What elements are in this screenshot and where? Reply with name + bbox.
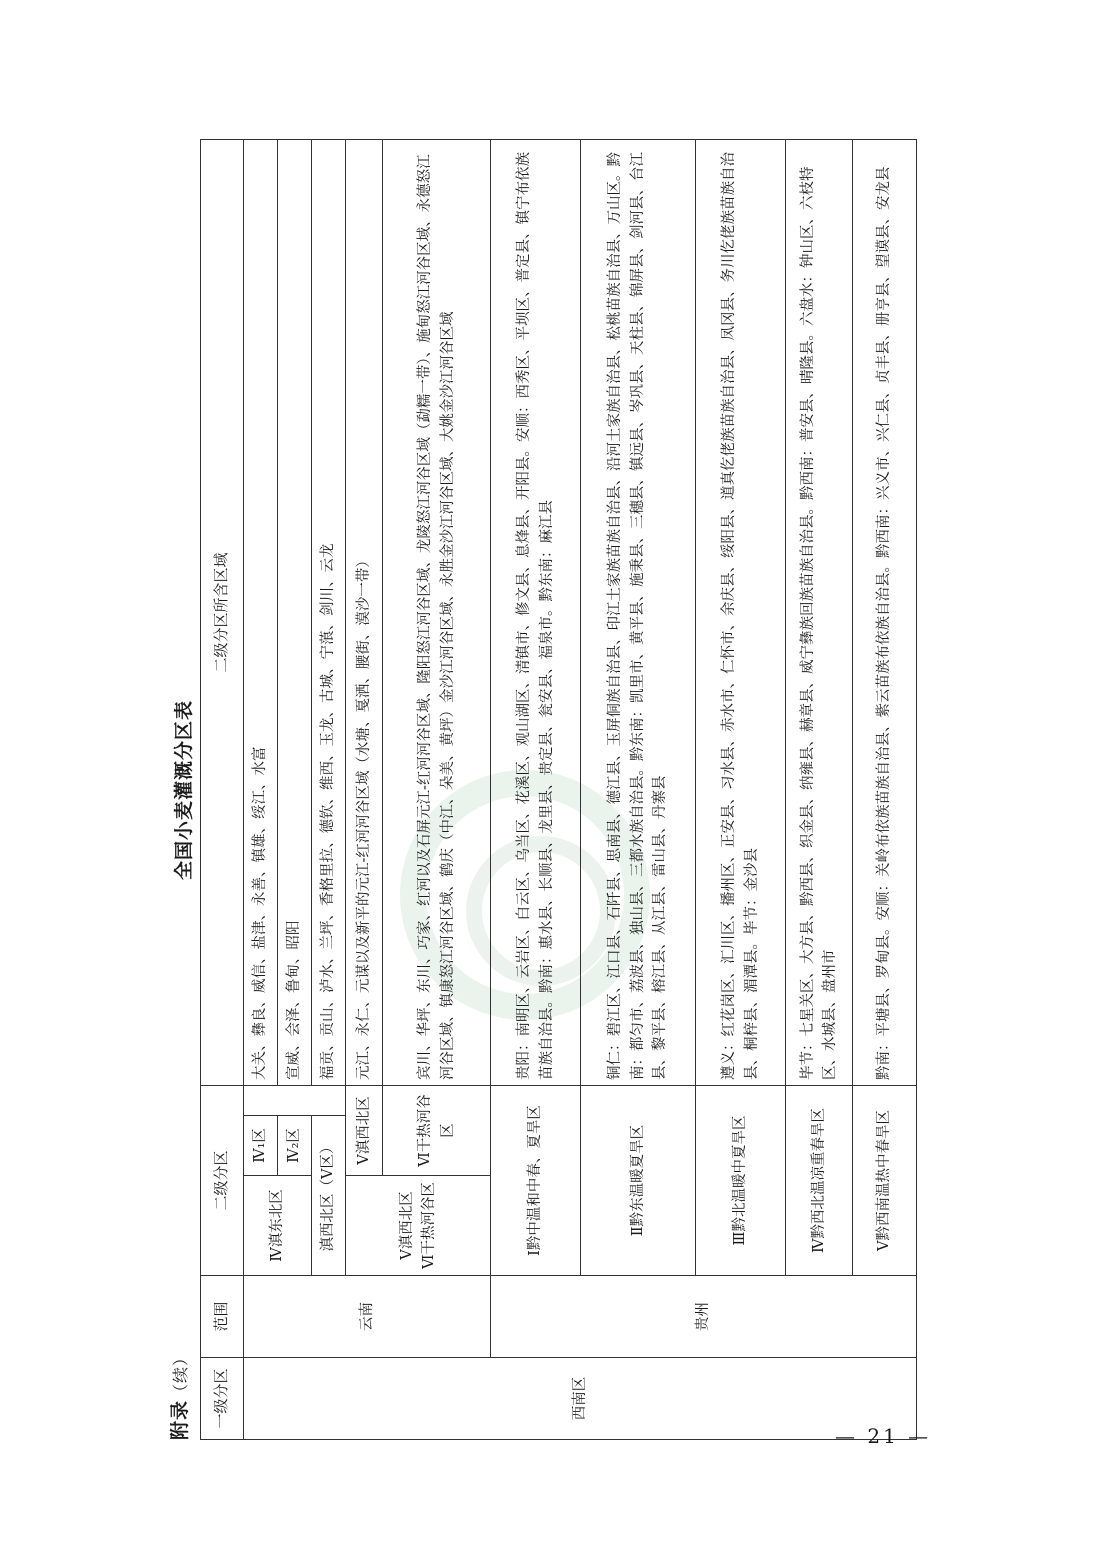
table-row	[346, 140, 383, 1440]
table-row	[581, 140, 696, 1440]
areas-iv2: 宣威、会泽、鲁甸、昭阳	[278, 140, 312, 1086]
appendix-label: 附录	[169, 1399, 191, 1440]
areas-guizhou-3: 遵义：红花岗区、汇川区、播州区、正安县、习水县、赤水市、仁怀市、余庆县、绥阳县、道真仡佬族苗族自治县、凤冈县、务川仡佬族苗族自治县、桐梓县、湄潭县。毕节：金沙县	[696, 140, 786, 1086]
table-header-row	[201, 140, 244, 1440]
region-cell: 西南区	[244, 1358, 917, 1440]
zone-iv2: Ⅳ₂区	[278, 1116, 312, 1176]
zone-iv1: Ⅳ₁区	[244, 1116, 278, 1176]
zone-v: Ⅴ滇西北区	[346, 1086, 383, 1176]
zone-vi: Ⅵ干热河谷区	[383, 1086, 491, 1176]
areas-vi: 宾川、华坪、东川、巧家、红河以及石屏元江-红河河谷区域、隆阳怒江河谷区域、龙陵怒江河谷区域（勐糯一带）、施甸怒江河谷区域、永德怒江河谷区域、镇康怒江河谷区域、鹤庆（中江、朵美、黄坪）金沙江河谷区域、永胜金沙江河谷区域、大姚金沙江河谷区域	[383, 140, 491, 1086]
zone-v-vi-group	[346, 1176, 491, 1276]
areas-guizhou-1: 贵阳：南明区、云岩区、白云区、乌当区、花溪区、观山湖区、清镇市、修文县、息烽县、开阳县。安顺：西秀区、平坝区、普定县、镇宁布依族苗族自治县。黔南：惠水县、长顺县、龙里县、贵定县、瓮安县、福泉市。黔东南：麻江县	[491, 140, 581, 1086]
irrigation-zone-table	[200, 139, 917, 1440]
rotated-page	[165, 140, 925, 1440]
table-row	[853, 140, 917, 1440]
table-row	[786, 140, 853, 1440]
page-number: — 21 —	[835, 1424, 932, 1448]
appendix-continued: （续）	[171, 1348, 190, 1400]
province-guizhou: 贵州	[491, 1276, 917, 1358]
zone-v-vi-line1: Ⅴ滇西北区	[398, 1191, 415, 1260]
zone-v-vi-line2: Ⅵ干热河谷区	[421, 1181, 437, 1270]
page-title: 全国小麦灌溉分区表	[173, 700, 195, 881]
table-spacer-cell	[244, 1086, 346, 1116]
table-row	[491, 140, 581, 1440]
table-row	[696, 140, 786, 1440]
table-row	[244, 140, 278, 1440]
zone-iv-group: Ⅳ滇东北区	[244, 1176, 312, 1276]
areas-guizhou-2: 铜仁：碧江区、江口县、石阡县、思南县、德江县、玉屏侗族自治县、印江土家族苗族自治县、沿河土家族自治县、松桃苗族自治县、万山区。黔南：都匀市、荔波县、独山县、三都水族自治县。黔东南：凯里市、黄平县、施秉县、三穗县、镇远县、岑巩县、天柱县、锦屏县、剑河县、台江县、黎平县、榕江县、从江县、雷山县、丹寨县	[581, 140, 696, 1086]
zone-guizhou-1: Ⅰ黔中温和中春、夏旱区	[491, 1086, 581, 1276]
zone-guizhou-5: Ⅴ黔西南温热中春旱区	[853, 1086, 917, 1276]
areas-guizhou-4: 毕节：七星关区、大方县、黔西县、织金县、纳雍县、赫章县、威宁彝族回族苗族自治县。黔西南：普安县、晴隆县。六盘水：钟山区、六枝特区、水城县、盘州市	[786, 140, 853, 1086]
zone-guizhou-4: Ⅳ黔西北温凉重春旱区	[786, 1086, 853, 1276]
zone-guizhou-3: Ⅲ黔北温暖中夏旱区	[696, 1086, 786, 1276]
areas-dianxibei: 福贡、贡山、泸水、兰坪、香格里拉、德钦、维西、玉龙、古城、宁蒗、剑川、云龙	[312, 140, 346, 1086]
areas-guizhou-5: 黔南：平塘县、罗甸县。安顺：关岭布依族苗族自治县、紫云苗族布依族自治县。黔西南：兴义市、兴仁县、贞丰县、册亨县、望谟县、安龙县	[853, 140, 917, 1086]
table-row	[312, 140, 346, 1440]
zone-guizhou-2: Ⅱ黔东温暖夏旱区	[581, 1086, 696, 1276]
header-scope: 范围	[201, 1276, 244, 1358]
header-level1: 一级分区	[201, 1358, 244, 1440]
header-areas: 二级分区所含区域	[201, 140, 244, 1086]
header-level2: 二级分区	[201, 1086, 244, 1276]
province-yunnan: 云南	[244, 1276, 491, 1358]
zone-dianxibei: 滇西北区（Ⅴ区）	[312, 1116, 346, 1276]
areas-v: 元江、永仁、元谋以及新平的元江-红河河谷区域（水塘、戛洒、腰街、漠沙一带）	[346, 140, 383, 1086]
areas-iv1: 大关、彝良、威信、盐津、永善、镇雄、绥江、水富	[244, 140, 278, 1086]
